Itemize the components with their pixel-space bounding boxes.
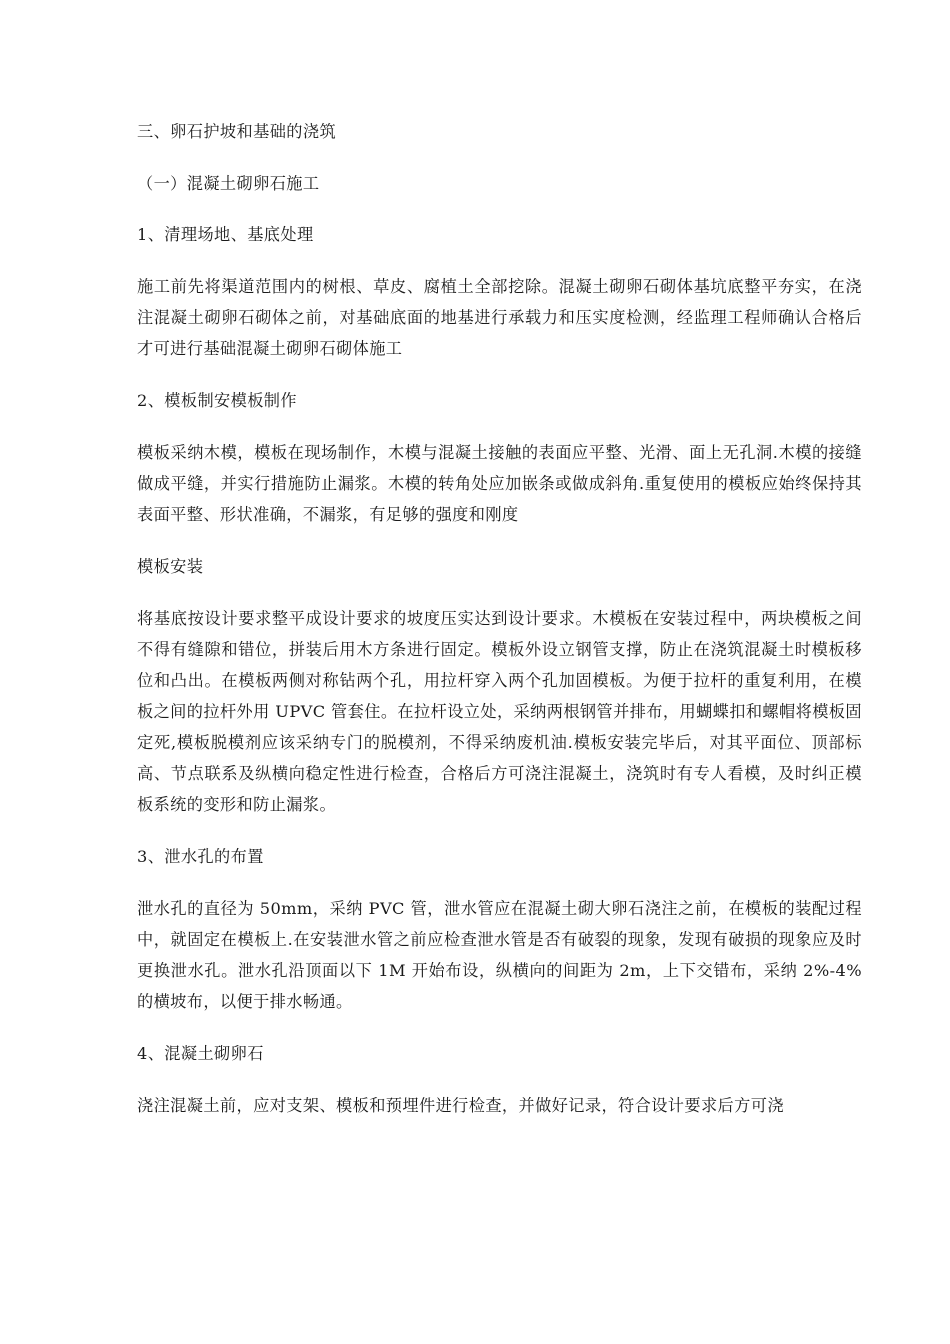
step-heading-formwork-making: 2、模板制安模板制作 (137, 391, 297, 410)
step-heading-site-clearing: 1、清理场地、基底处理 (137, 225, 314, 244)
document-body (137, 116, 862, 1121)
step-heading-concrete-cobble: 4、混凝土砌卵石 (137, 1044, 264, 1063)
paragraph-concrete-cobble: 浇注混凝土前，应对支架、模板和预埋件进行检查，并做好记录，符合设计要求后方可浇 (137, 1096, 784, 1115)
paragraph-formwork-install: 将基底按设计要求整平成设计要求的坡度压实达到设计要求。木模板在安装过程中，两块模板之间不得有缝隙和错位，拼装后用木方条进行固定。模板外设立钢管支撑，防止在浇筑混凝土时模板移位和凸出。在模板两侧对称钻两个孔，用拉杆穿入两个孔加固模板。为便于拉杆的重复利用，在模板之间的拉杆外用 UPVC 管套住。在拉杆设立处，采纳两根钢管并排布，用蝴蝶扣和螺帽将模板固定死,模板脱模剂应该采纳专门的脱模剂，不得采纳废机油.模板安装完毕后，对其平面位、顶部标高、节点联系及纵横向稳定性进行检查，合格后方可浇注混凝土，浇筑时有专人看模，及时纠正模板系统的变形和防止漏浆。 (137, 609, 862, 814)
subsection-heading: （一）混凝土砌卵石施工 (137, 174, 320, 193)
section-heading: 三、卵石护坡和基础的浇筑 (137, 122, 337, 141)
step-heading-drain-holes: 3、泄水孔的布置 (137, 847, 264, 866)
paragraph-site-clearing: 施工前先将渠道范围内的树根、草皮、腐植土全部挖除。混凝土砌卵石砌体基坑底整平夯实，在浇注混凝土砌卵石砌体之前，对基础底面的地基进行承载力和压实度检测，经监理工程师确认合格后才可进行基础混凝土砌卵石砌体施工 (137, 277, 862, 358)
paragraph-formwork-making: 模板采纳木模，模板在现场制作，木模与混凝土接触的表面应平整、光滑、面上无孔洞.木模的接缝做成平缝，并实行措施防止漏浆。木模的转角处应加嵌条或做成斜角.重复使用的模板应始终保持其表面平整、形状准确，不漏浆，有足够的强度和刚度 (137, 443, 862, 524)
paragraph-drain-holes: 泄水孔的直径为 50mm，采纳 PVC 管，泄水管应在混凝土砌大卵石浇注之前，在模板的装配过程中，就固定在模板上.在安装泄水管之前应检查泄水管是否有破裂的现象，发现有破损的现象应及时更换泄水孔。泄水孔沿顶面以下 1M 开始布设，纵横向的间距为 2m，上下交错布，采纳 2%-4%的横坡布，以便于排水畅通。 (137, 899, 862, 1011)
step-heading-formwork-install: 模板安装 (137, 557, 204, 576)
